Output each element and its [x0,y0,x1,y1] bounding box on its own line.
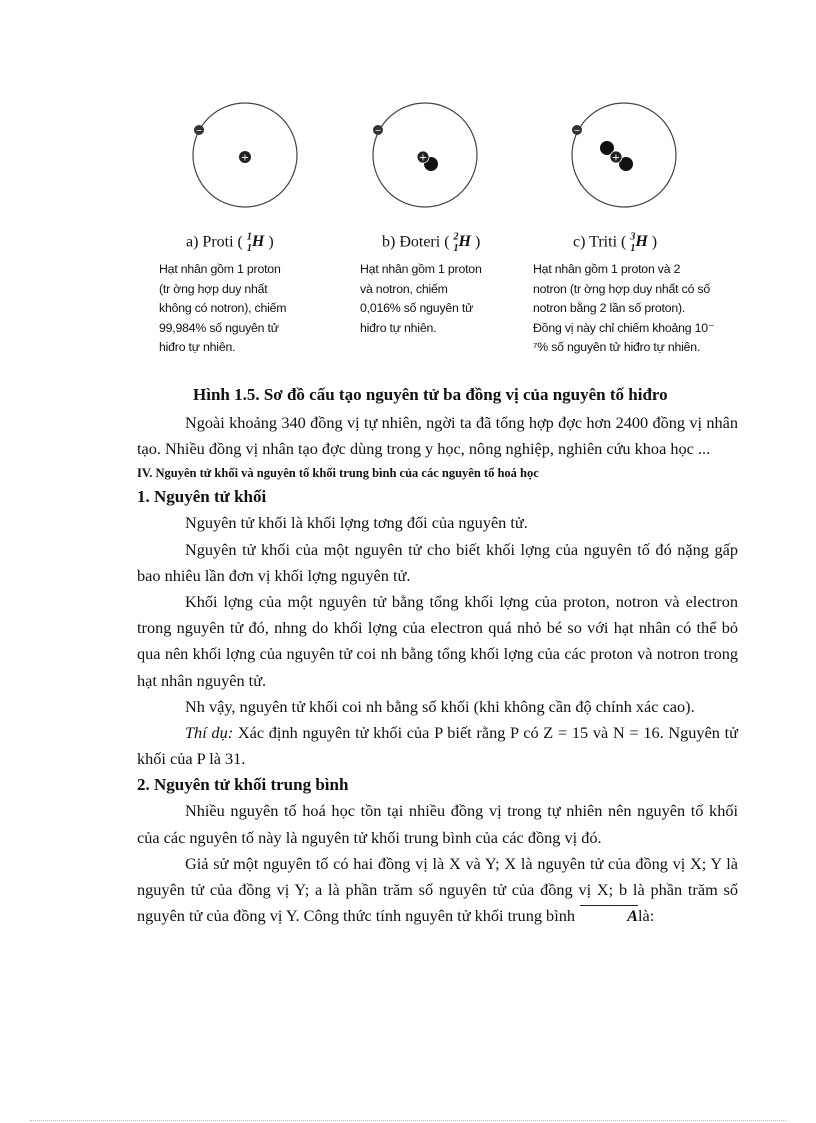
desc-line: (tr ờng hợp duy nhất [159,281,268,296]
caption-triti [573,232,657,254]
desc-line: notron (tr ờng hợp duy nhất có số [533,281,711,296]
desc-line: Hạt nhân gồm 1 proton và 2 [533,262,681,276]
example-label: Thí dụ: [185,723,234,743]
desc-line: hiđro tự nhiên. [360,320,437,335]
desc-line: Đồng vị này chỉ chiếm khoảng 10⁻ [533,320,715,335]
desc-line: notron bằng 2 lần số proton). [533,301,686,315]
example-text: Xác định nguyên tử khối của P biết rằng P có Z = 15 và N = 16. Nguyên tử khối của P là 31. [137,723,738,769]
desc-line: 99,984% số nguyên tử [159,320,279,335]
paragraph-approx: Nh vậy, nguyên tử khối coi nh bằng số khối (khi không cần độ chính xác cao). [185,696,695,716]
caption-doteri-prefix: b) Đoteri ( [382,233,450,251]
desc-triti [533,260,731,358]
paragraph-meaning: Nguyên tử khối của một nguyên tử cho biết khối lợng của nguyên tố đó nặng gấp bao nhiêu lần đơn vị khối lợng nguyên tử. [137,539,738,585]
desc-doteri [360,260,504,338]
isotope-mass: 3 [630,232,636,243]
svg-text:+: + [240,152,250,164]
paragraph-formula-intro [137,851,738,930]
desc-line: 0,016% số nguyên tử [360,301,474,315]
section-heading-iv: IV. Nguyên tử khối và nguyên tố khối trung bình của các nguyên tố hoá học [137,466,539,481]
desc-line: ⁷% số nguyên tử hiđro tự nhiên. [533,340,701,354]
caption-triti-suffix: ) [651,233,658,251]
desc-line: và notron, chiếm [360,281,448,296]
caption-triti-prefix: c) Triti ( [573,233,627,251]
subheading-atomic-mass: 1. Nguyên tử khối [137,487,267,507]
desc-line: không có notron), chiếm [159,301,287,315]
paragraph-definition: Nguyên tử khối là khối lợng tơng đối của nguyên tử. [185,513,528,533]
paragraph-average-intro: Nhiều nguyên tố hoá học tồn tại nhiều đồng vị trong tự nhiên nên nguyên tố khối của các nguyên tố này là nguyên tử khối trung bình của các đồng vị đó. [137,801,738,847]
svg-text:+: + [611,152,621,164]
desc-line: Hạt nhân gồm 1 proton [159,262,281,276]
isotope-figure [0,0,816,370]
average-mass-symbol: A [579,903,638,929]
desc-proti [159,260,301,358]
caption-proti-suffix: ) [268,233,274,251]
isotope-number: 1 [246,242,252,254]
caption-proti-prefix: a) Proti ( [186,233,243,251]
body-text [137,410,738,929]
paragraph-isotopes: Ngoài khoảng 340 đồng vị tự nhiên, ngời ta đã tổng hợp đợc hơn 2400 đồng vị nhân tạo. Nhiều đồng vị nhân tạo đợc dùng trong y học, nông nghiệp, nghiên cứu khoa học ... [137,413,738,459]
isotope-symbol-triti [630,232,648,254]
isotope-mass: 1 [246,232,252,243]
isotope-mass: 2 [453,232,459,243]
triti-electron-orbit [572,103,676,207]
figure-title: Hình 1.5. Sơ đồ cấu tạo nguyên tử ba đồng vị của nguyên tố hiđro [193,385,668,404]
paragraph-example [137,720,738,772]
isotope-letter: H [251,233,265,251]
isotope-letter: H [458,233,471,251]
paragraph-mass-sum: Khối lợng của một nguyên tử bằng tổng khối lợng của proton, notron và electron trong nguyên tử đó, nhng do khối lợng của electron quá nhỏ bé so với hạt nhân có thể bỏ qua nên khối lợng của nguyên tử coi nh bằng tổng khối lợng của các proton và notron trong hạt nhân nguyên tử. [137,592,738,690]
svg-text:−: − [573,126,581,135]
svg-text:−: − [374,126,382,135]
caption-doteri [382,232,480,254]
formula-intro-end: là: [637,906,655,926]
desc-line: hiđro tự nhiên. [159,340,236,354]
caption-doteri-suffix: ) [474,233,481,251]
caption-proti [186,232,274,254]
isotope-symbol-doteri [453,232,471,254]
page-bottom-rule [30,1120,786,1121]
svg-text:+: + [418,152,428,164]
subheading-average-atomic-mass: 2. Nguyên tử khối trung bình [137,775,349,795]
isotope-symbol-proti [246,232,265,254]
svg-text:−: − [195,126,203,135]
desc-line: Hạt nhân gồm 1 proton [360,262,482,276]
isotope-number: 1 [630,242,636,254]
isotope-letter: H [635,233,648,251]
isotope-number: 1 [453,242,459,254]
formula-intro-text: Giả sử một nguyên tố có hai đồng vị là X và Y; X là nguyên tử của đồng vị X; Y là nguyên tử của đồng vị Y; a là phần trăm số nguyên tử của đồng vị X; b là phần trăm số nguyên tử của đồng vị Y. Công thức tính nguyên tử khối trung bình [137,853,738,926]
proti-diagram [0,0,816,230]
